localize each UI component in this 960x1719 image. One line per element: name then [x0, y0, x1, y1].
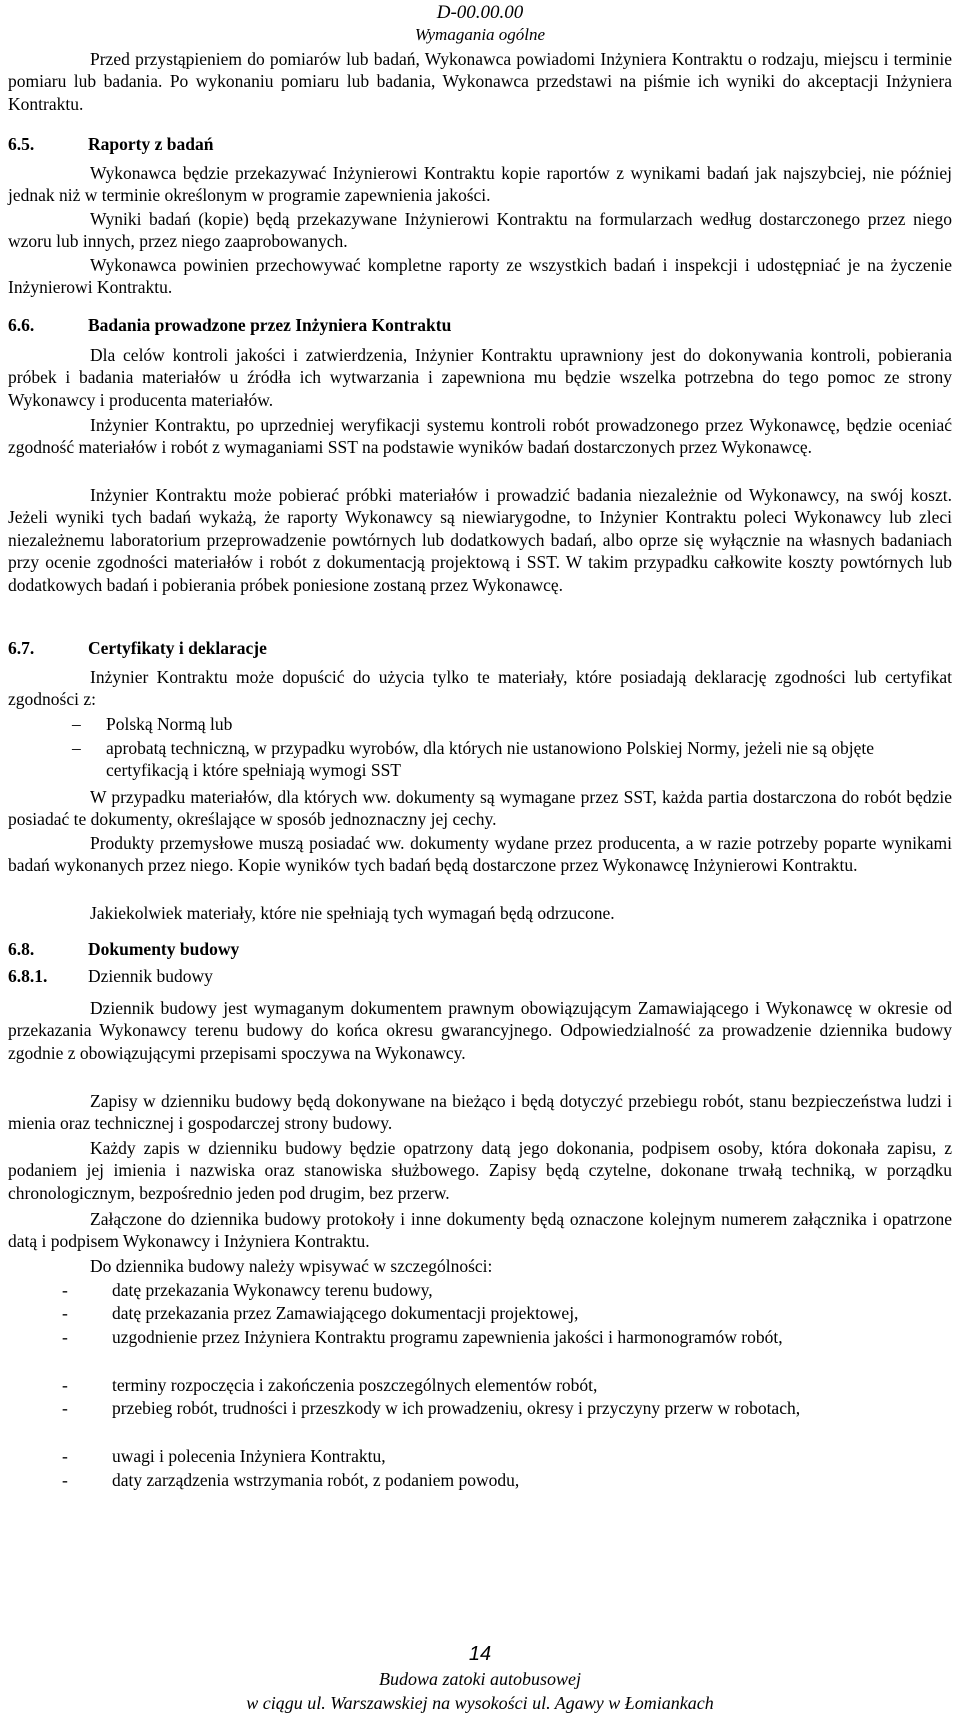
- list-item-text: terminy rozpoczęcia i zakończenia poszczególnych elementów robót,: [112, 1375, 598, 1395]
- list-item-text: datę przekazania przez Zamawiającego dokumentacji projektowej,: [112, 1303, 579, 1323]
- list-item: [62, 1374, 952, 1396]
- paragraph: Każdy zapis w dzienniku budowy będzie opatrzony datą jego dokonania, podpisem osoby, która dokonała zapisu, z podaniem jej imienia i nazwiska oraz stanowiska służbowego. Zapisy będą czytelne, dokonane trwałą techniką, w porządku chronologicznym, bezpośrednio jeden pod drugim, bez przerw.: [8, 1138, 952, 1203]
- paragraph: Produkty przemysłowe muszą posiadać ww. dokumenty wydane przez producenta, a w razie potrzeby poparte wynikami badań wykonanych przez niego. Kopie wyników tych badań będą dostarczone przez Wykonawcę Inżynierowi Kontraktu.: [8, 833, 952, 876]
- paragraph: Załączone do dziennika budowy protokoły i inne dokumenty będą oznaczone kolejnym numerem załącznika i opatrzone datą i podpisem Wykonawcy i Inżyniera Kontraktu.: [8, 1209, 952, 1252]
- dash-mark: -: [62, 1375, 68, 1395]
- bullet-mark: –: [72, 714, 81, 734]
- list-item: [62, 1445, 952, 1467]
- list-item: [62, 1397, 952, 1419]
- header-code: D-00.00.00: [436, 2, 524, 23]
- section-number: 6.5.: [8, 134, 35, 154]
- list-item: [62, 1326, 952, 1348]
- section-title: Dokumenty budowy: [88, 939, 240, 959]
- dash-mark: -: [62, 1280, 68, 1300]
- section-title: Certyfikaty i deklaracje: [88, 638, 267, 658]
- paragraph: W przypadku materiałów, dla których ww. dokumenty są wymagane przez SST, każda partia dostarczona do robót będzie posiadać te dokumenty, określające w sposób jednoznaczny jej cechy.: [8, 787, 952, 830]
- paragraph: Dziennik budowy jest wymaganym dokumentem prawnym obowiązującym Zamawiającego i Wykonawcę w okresie od przekazania Wykonawcy terenu budowy do końca okresu gwarancyjnego. Odpowiedzialność za prowadzenie dziennika budowy zgodnie z obowiązującymi przepisami spoczywa na Wykonawcy.: [8, 998, 952, 1063]
- section-title: Raporty z badań: [88, 134, 214, 154]
- list-item: [62, 1279, 952, 1301]
- dash-mark: -: [62, 1470, 68, 1490]
- dash-mark: -: [62, 1327, 68, 1347]
- list-item-text: aprobatą techniczną, w przypadku wyrobów, dla których nie ustanowiono Polskiej Normy, jeżeli nie są objęte certyfikacją i które spełniają wymogi SST: [106, 738, 874, 781]
- list-item-text: daty zarządzenia wstrzymania robót, z podaniem powodu,: [112, 1470, 520, 1490]
- section-number: 6.8.: [8, 939, 35, 959]
- footer-subtitle: w ciągu ul. Warszawskiej na wysokości ul. Agawy w Łomiankach: [246, 1693, 714, 1713]
- section-number: 6.8.1.: [8, 966, 48, 986]
- list-item-text: Polską Normą lub: [106, 714, 233, 734]
- section-heading-6-5: [8, 133, 213, 155]
- paragraph: Inżynier Kontraktu może dopuścić do użycia tylko te materiały, które posiadają deklarację zgodności lub certyfikat zgodności z:: [8, 667, 952, 710]
- paragraph: Wykonawca powinien przechowywać kompletne raporty ze wszystkich badań i inspekcji i udostępniać je na życzenie Inżynierowi Kontraktu.: [8, 255, 952, 298]
- paragraph: Dla celów kontroli jakości i zatwierdzenia, Inżynier Kontraktu uprawniony jest do dokonywania kontroli, pobierania próbek i badania materiałów u źródła ich wytwarzania i zapewniona mu będzie wszelka potrzebna do tego pomoc ze strony Wykonawcy i producenta materiałów.: [8, 345, 952, 410]
- section-heading-6-8: [8, 938, 239, 960]
- dash-mark: -: [62, 1446, 68, 1466]
- paragraph: Inżynier Kontraktu może pobierać próbki materiałów i prowadzić badania niezależnie od Wykonawcy, na swój koszt. Jeżeli wyniki tych badań wykażą, że raporty Wykonawcy są niewiarygodne, to Inżynier Kontraktu poleci Wykonawcy lub zleci niezależnemu laboratorium przeprowadzenie powtórnych lub dodatkowych badań, albo oprze się wyłącznie na własnych badaniach przy ocenie zgodności materiałów i robót z dokumentacją projektową i SST. W takim przypadku całkowite koszty powtórnych lub dodatkowych badań i pobierania próbek poniesione zostaną przez Wykonawcę.: [8, 485, 952, 595]
- list-item: [72, 713, 952, 735]
- intro-paragraph: Przed przystąpieniem do pomiarów lub badań, Wykonawca powiadomi Inżyniera Kontraktu o rodzaju, miejscu i terminie pomiaru lub badania. Po wykonaniu pomiaru lub badania, Wykonawca przedstawi na piśmie ich wyniki do akceptacji Inżyniera Kontraktu.: [8, 49, 952, 114]
- list-item: [62, 1469, 952, 1491]
- bullet-mark: –: [72, 738, 81, 758]
- list-item-text: przebieg robót, trudności i przeszkody w ich prowadzeniu, okresy i przyczyny przerw w robotach,: [112, 1398, 801, 1418]
- section-title: Dziennik budowy: [88, 966, 213, 986]
- list-item: [72, 737, 952, 782]
- list-item-text: datę przekazania Wykonawcy terenu budowy,: [112, 1280, 433, 1300]
- paragraph: Inżynier Kontraktu, po uprzedniej weryfikacji systemu kontroli robót prowadzonego przez Wykonawcę, będzie oceniać zgodność materiałów i robót z wymaganiami SST na podstawie wyników badań dostarczonych przez Wykonawcę.: [8, 415, 952, 458]
- dash-mark: -: [62, 1398, 68, 1418]
- section-heading-6-6: [8, 314, 451, 336]
- section-number: 6.7.: [8, 638, 35, 658]
- paragraph: Zapisy w dzienniku budowy będą dokonywane na bieżąco i będą dotyczyć przebiegu robót, stanu bezpieczeństwa ludzi i mienia oraz technicznej i gospodarczej strony budowy.: [8, 1091, 952, 1134]
- list-item-text: uzgodnienie przez Inżyniera Kontraktu programu zapewnienia jakości i harmonogramów robót,: [112, 1327, 783, 1347]
- section-number: 6.6.: [8, 315, 35, 335]
- section-title: Badania prowadzone przez Inżyniera Kontraktu: [88, 315, 452, 335]
- paragraph: Jakiekolwiek materiały, które nie spełniają tych wymagań będą odrzucone.: [90, 903, 615, 923]
- list-item-text: uwagi i polecenia Inżyniera Kontraktu,: [112, 1446, 386, 1466]
- section-heading-6-7: [8, 637, 267, 659]
- paragraph: Do dziennika budowy należy wpisywać w szczególności:: [90, 1256, 493, 1276]
- paragraph: Wyniki badań (kopie) będą przekazywane Inżynierowi Kontraktu na formularzach według dostarczonego przez niego wzoru lub innych, przez niego zaaprobowanych.: [8, 209, 952, 252]
- subsection-heading-6-8-1: [8, 965, 213, 987]
- header-section: Wymagania ogólne: [414, 25, 546, 44]
- footer-title: Budowa zatoki autobusowej: [379, 1669, 581, 1689]
- dash-mark: -: [62, 1303, 68, 1323]
- paragraph: Wykonawca będzie przekazywać Inżynierowi Kontraktu kopie raportów z wynikami badań jak najszybciej, nie później jednak niż w terminie określonym w programie zapewnienia jakości.: [8, 163, 952, 206]
- page-number: 14: [468, 1643, 492, 1665]
- list-item: [62, 1302, 952, 1324]
